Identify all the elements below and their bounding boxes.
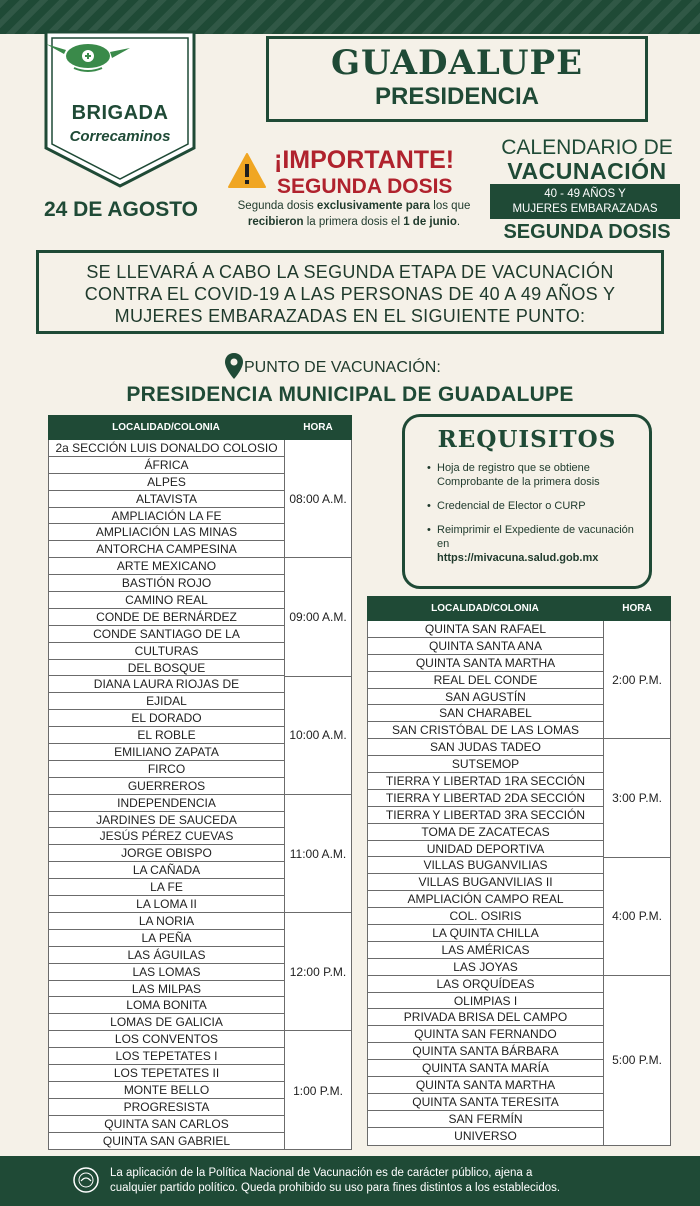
table-row: LAS ORQUÍDEAS — [368, 976, 603, 993]
table-row: SAN CRISTÓBAL DE LAS LOMAS — [368, 722, 603, 739]
announcement-line: MUJERES EMBARAZADAS EN EL SIGUIENTE PUNTO: — [114, 306, 586, 326]
important-note — [226, 198, 482, 230]
header-hora: HORA — [303, 422, 333, 433]
table-row: BASTIÓN ROJO — [49, 575, 284, 592]
table-row: ARTE MEXICANO — [49, 558, 284, 575]
note-part: . — [456, 216, 461, 228]
time-slot: 3:00 P.M. — [604, 739, 670, 857]
table-row: PROGRESISTA — [49, 1099, 284, 1116]
header-hora: HORA — [622, 603, 652, 614]
table-row: TIERRA Y LIBERTAD 3RA SECCIÓN — [368, 807, 603, 824]
table-row: JESÚS PÉREZ CUEVAS — [49, 828, 284, 845]
table-row: QUINTA SANTA TERESITA — [368, 1094, 603, 1111]
table-row: UNIDAD DEPORTIVA — [368, 841, 603, 858]
table-row: LAS AMÉRICAS — [368, 942, 603, 959]
important-heading: ¡IMPORTANTE! — [274, 146, 455, 174]
table-row: LOS CONVENTOS — [49, 1031, 284, 1048]
table-row: FIRCO — [49, 761, 284, 778]
table-row: ALPES — [49, 474, 284, 491]
note-part: los que — [430, 200, 471, 212]
note-part-bold: exclusivamente para — [316, 200, 431, 212]
table-row: 2a SECCIÓN LUIS DONALDO COLOSIO — [49, 440, 284, 457]
table-row: LOMAS DE GALICIA — [49, 1014, 284, 1031]
table-row: SUTSEMOP — [368, 756, 603, 773]
footer-line: La aplicación de la Política Nacional de Vacunación es de carácter público, ajena a — [110, 1167, 533, 1179]
table-row: DEL BOSQUE — [49, 660, 284, 677]
announcement-line: CONTRA EL COVID-19 A LAS PERSONAS DE 40 A 49 AÑOS Y — [84, 284, 616, 304]
time-slot: 11:00 A.M. — [285, 795, 351, 913]
table-row: VILLAS BUGANVILIAS II — [368, 874, 603, 891]
badge-subtitle: Correcaminos — [69, 128, 171, 145]
table-row: LOMA BONITA — [49, 997, 284, 1014]
time-slot: 5:00 P.M. — [612, 1053, 662, 1068]
table-row: LA FE — [49, 879, 284, 896]
time-slot: 10:00 A.M. — [285, 677, 351, 795]
table-row: ANTORCHA CAMPESINA — [49, 541, 284, 558]
table-row: SAN JUDAS TADEO — [368, 739, 603, 756]
table-row: ÁFRICA — [49, 457, 284, 474]
table-row: QUINTA SAN FERNANDO — [368, 1026, 603, 1043]
table-body — [367, 621, 671, 1146]
table-rows — [368, 621, 604, 1145]
requirements-box — [402, 414, 652, 589]
table-row: LA LOMA II — [49, 896, 284, 913]
table-row: VILLAS BUGANVILIAS — [368, 857, 603, 874]
table-header — [367, 596, 671, 621]
table-row: LA NORIA — [49, 913, 284, 930]
note-part: Segunda dosis — [237, 200, 317, 212]
table-row: QUINTA SAN CARLOS — [49, 1116, 284, 1133]
table-row: EL ROBLE — [49, 727, 284, 744]
table-row: SAN CHARABEL — [368, 705, 603, 722]
requirement-item: • Hoja de registro que se obtiene Comprobante de la primera dosis — [427, 461, 649, 489]
table-row: AMPLIACIÓN CAMPO REAL — [368, 891, 603, 908]
requirements-list — [427, 461, 649, 565]
table-row: COL. OSIRIS — [368, 908, 603, 925]
table-row: LAS ÁGUILAS — [49, 947, 284, 964]
note-part: la primera dosis el — [303, 216, 404, 228]
table-row: GUERREROS — [49, 778, 284, 795]
table-row: SAN FERMÍN — [368, 1111, 603, 1128]
time-slot: 09:00 A.M. — [285, 558, 351, 676]
table-header — [48, 415, 352, 440]
footer-disclaimer — [0, 1156, 700, 1206]
table-row: TIERRA Y LIBERTAD 1RA SECCIÓN — [368, 773, 603, 790]
calendar-group-line1: 40 - 49 AÑOS Y — [544, 188, 626, 200]
table-row: QUINTA SANTA ANA — [368, 638, 603, 655]
government-seal-icon — [72, 1166, 100, 1194]
note-part-bold: recibieron — [247, 216, 304, 228]
table-row: JARDINES DE SAUCEDA — [49, 812, 284, 829]
table-row: TOMA DE ZACATECAS — [368, 824, 603, 841]
table-row: QUINTA SANTA MARTHA — [368, 655, 603, 672]
table-row: EMILIANO ZAPATA — [49, 744, 284, 761]
time-slot: 2:00 P.M. — [604, 621, 670, 739]
table-row: MONTE BELLO — [49, 1082, 284, 1099]
important-subheading: SEGUNDA DOSIS — [277, 175, 453, 198]
location-pin-icon — [224, 352, 244, 380]
vaccination-point-name: PRESIDENCIA MUNICIPAL DE GUADALUPE — [126, 383, 574, 406]
event-date: 24 DE AGOSTO — [43, 198, 199, 221]
table-rows — [49, 440, 285, 1149]
table-row: DIANA LAURA RIOJAS DE — [49, 676, 284, 693]
calendar-group-box — [490, 184, 680, 219]
table-row: REAL DEL CONDE — [368, 672, 603, 689]
top-pattern-band — [0, 0, 700, 34]
table-row: OLIMPIAS I — [368, 993, 603, 1010]
table-row: UNIVERSO — [454, 1128, 517, 1143]
table-row: QUINTA SANTA BÁRBARA — [368, 1043, 603, 1060]
table-row: TIERRA Y LIBERTAD 2DA SECCIÓN — [368, 790, 603, 807]
announcement-line: SE LLEVARÁ A CABO LA SEGUNDA ETAPA DE VACUNACIÓN — [86, 262, 614, 282]
vaccine-site-link[interactable]: https://mivacuna.salud.gob.mx — [437, 552, 599, 564]
requirement-text: Reimprimir el Expediente de vacunación en — [437, 524, 634, 550]
calendar-group-line2: MUJERES EMBARAZADAS — [512, 203, 658, 215]
requirement-item — [427, 523, 649, 565]
table-row: ALTAVISTA — [49, 491, 284, 508]
table-row: LAS LOMAS — [49, 964, 284, 981]
time-slot: 08:00 A.M. — [285, 440, 351, 558]
table-row: LAS JOYAS — [368, 959, 603, 976]
page-subtitle: PRESIDENCIA — [374, 83, 540, 110]
requirements-title: REQUISITOS — [437, 426, 617, 453]
brigada-badge — [44, 30, 196, 188]
table-row: AMPLIACIÓN LA FE — [49, 508, 284, 525]
time-slot: 4:00 P.M. — [604, 858, 670, 976]
table-row: LAS MILPAS — [49, 981, 284, 998]
table-row: AMPLIACIÓN LAS MINAS — [49, 524, 284, 541]
page-title: GUADALUPE — [330, 43, 584, 83]
table-row: CAMINO REAL — [49, 592, 284, 609]
table-row: CONDE SANTIAGO DE LA — [49, 626, 284, 643]
table-row: LA PEÑA — [49, 930, 284, 947]
table-row: EL DORADO — [49, 710, 284, 727]
table-row: LA CAÑADA — [49, 862, 284, 879]
table-row: QUINTA SANTA MARTHA — [368, 1077, 603, 1094]
header-localidad: LOCALIDAD/COLONIA — [431, 603, 539, 614]
badge-title: BRIGADA — [71, 102, 169, 124]
table-row: PRIVADA BRISA DEL CAMPO — [368, 1009, 603, 1026]
time-slot: 1:00 P.M. — [293, 1083, 343, 1098]
note-part-bold: 1 de junio — [403, 216, 457, 228]
schedule-table-right — [367, 596, 671, 1146]
requirement-item: • Credencial de Elector o CURP — [427, 499, 649, 513]
table-row: CULTURAS — [49, 643, 284, 660]
calendar-title-line2: VACUNACIÓN — [507, 158, 667, 184]
announcement-box — [36, 250, 664, 334]
table-row: INDEPENDENCIA — [49, 795, 284, 812]
header-localidad: LOCALIDAD/COLONIA — [112, 422, 220, 433]
table-row: LA QUINTA CHILLA — [368, 925, 603, 942]
warning-icon — [227, 152, 267, 190]
calendar-title-line1: CALENDARIO DE — [501, 136, 673, 159]
schedule-table-left — [48, 415, 352, 1150]
vaccination-point-label: PUNTO DE VACUNACIÓN: — [244, 359, 441, 376]
table-row: QUINTA SAN GABRIEL — [102, 1133, 231, 1148]
table-row: QUINTA SAN RAFAEL — [368, 621, 603, 638]
table-row: JORGE OBISPO — [49, 845, 284, 862]
table-row: EJIDAL — [49, 693, 284, 710]
calendar-dose: SEGUNDA DOSIS — [503, 221, 671, 243]
table-row: LOS TEPETATES I — [49, 1048, 284, 1065]
table-row: CONDE DE BERNÁRDEZ — [49, 609, 284, 626]
title-box — [266, 36, 648, 122]
table-row: LOS TEPETATES II — [49, 1065, 284, 1082]
table-body — [48, 440, 352, 1150]
table-row: QUINTA SANTA MARÍA — [368, 1060, 603, 1077]
roadrunner-logo-icon — [44, 30, 132, 76]
footer-line: cualquier partido político. Queda prohibido su uso para fines distintos a los establecidos. — [110, 1182, 561, 1194]
table-row: SAN AGUSTÍN — [368, 689, 603, 706]
time-slot: 12:00 P.M. — [285, 913, 351, 1031]
